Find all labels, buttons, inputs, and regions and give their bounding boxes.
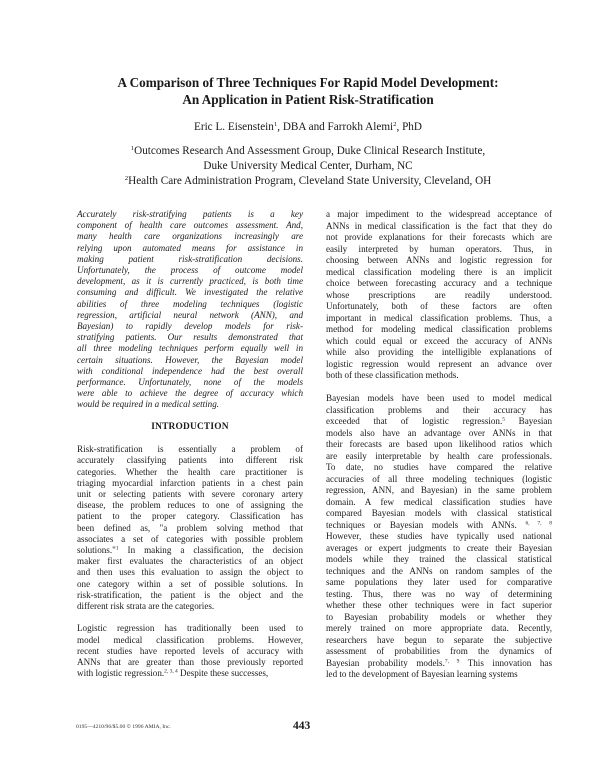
text-line: many health care organizations increasingly are xyxy=(77,231,303,242)
body-paragraph xyxy=(77,623,303,679)
text-line: stratifying patients. Our results demonstrated that xyxy=(77,332,303,343)
text-line: model medical classification problems. However, xyxy=(77,634,303,645)
text-line: associates a set of categories with possible problem xyxy=(77,533,303,544)
affiliation-1-text: Outcomes Research And Assessment Group, Duke Clinical Research Institute, xyxy=(134,145,486,157)
text-segment: with logistic regression. xyxy=(77,668,165,679)
text-line: their forecasts are based upon likelihood ratios which xyxy=(326,439,552,449)
text-line: unit or selecting patients with severe coronary artery xyxy=(77,489,303,500)
author-2-affiliation-mark: 2 xyxy=(393,120,397,128)
text-line: same populations they later used for comparative xyxy=(326,577,552,587)
text-line: relying upon automated means for assistance in xyxy=(77,242,303,253)
text-segment: Bayesian probability models. xyxy=(326,657,445,668)
text-line: medical classification modeling there is an implicit xyxy=(326,266,552,277)
text-line: component of health care outcomes assessment. And, xyxy=(77,220,303,231)
text-line: with conditional independence had the best overall xyxy=(77,365,303,376)
text-line: To date, no studies have compared the relative xyxy=(326,462,552,472)
text-line: compared Bayesian models with classical statistical xyxy=(326,508,552,518)
text-line: and then uses this evaluation to assign the object to xyxy=(77,567,303,578)
body-paragraph xyxy=(77,444,303,612)
text-line: researchers have begun to separate the subjective xyxy=(326,634,552,645)
text-line: abilities of three modeling techniques (logistic xyxy=(77,298,303,309)
text-line: were able to achieve the degree of accuracy which xyxy=(77,388,303,399)
text-segment: This innovation has xyxy=(459,657,552,668)
text-line: Risk-stratification is essentially a problem of xyxy=(77,444,303,455)
body-paragraph xyxy=(326,393,552,681)
text-line: merely trained on more appropriate data. Recently, xyxy=(326,623,552,633)
author-line xyxy=(0,120,600,134)
author-connector: , DBA and Farrokh Alemi xyxy=(277,121,394,133)
text-line: not provide explanations for their forecasts which are xyxy=(326,232,552,242)
text-line: patient to the proper category. Classification has xyxy=(77,511,303,522)
citation-superscript: 2, 3, 4 xyxy=(164,669,178,676)
affiliation-1-mark: 1 xyxy=(130,144,135,152)
paper-title-line-1: A Comparison of Three Techniques For Rapid Model Development: xyxy=(117,75,499,90)
abstract-paragraph xyxy=(77,209,303,411)
text-line: been defined as, "a problem solving method that xyxy=(77,522,303,533)
text-line: different risk strata are the categories. xyxy=(77,601,215,612)
text-line: whether these other techniques were in fact superior xyxy=(326,600,552,610)
text-line: important in medical classification problems. Thus, a xyxy=(326,312,552,323)
text-line: recent studies have reported levels of accuracy with xyxy=(77,645,303,656)
text-segment: Despite these successes, xyxy=(177,668,269,679)
text-line: while also providing the intelligible explanations of xyxy=(326,347,552,357)
text-line: Unfortunately, both of these factors are often xyxy=(326,301,552,311)
body-paragraph xyxy=(326,209,552,382)
citation-superscript: 7, 9 xyxy=(444,658,460,665)
paper-title-line-2: An Application in Patient Risk-Stratification xyxy=(182,92,434,107)
text-line: disease, the problem reduces to one of assigning the xyxy=(77,500,303,511)
text-line: categories. Whether the health care practitioner is xyxy=(77,466,303,477)
text-line: development, as it is currently practiced, is both time xyxy=(77,276,303,287)
text-segment: Bayesian xyxy=(504,416,552,426)
text-line: performance. Unfortunately, none of the models xyxy=(77,377,303,388)
right-column xyxy=(326,209,552,692)
text-line: models also have an advantage over ANNs in that xyxy=(326,427,552,438)
text-line xyxy=(326,520,552,532)
text-line: choosing between ANNs and logistic regression for xyxy=(326,255,552,265)
text-line: accuracies of all three modeling techniques (logistic xyxy=(326,473,552,484)
text-line: to Bayesian probability models or whether they xyxy=(326,611,552,622)
text-line: easily interpreted by human operators. Thus, in xyxy=(326,243,552,254)
text-line: both of these classification methods. xyxy=(326,370,459,380)
text-line: would be required in a medical setting. xyxy=(77,399,220,410)
text-line: method for modeling medical classification problems xyxy=(326,324,552,334)
text-line xyxy=(326,416,552,428)
text-line: However, these studies have typically used national xyxy=(326,531,552,541)
text-line: logistic regression would represent an advance over xyxy=(326,358,552,369)
text-line: Bayesian) to rapidly develop models for risk- xyxy=(77,321,303,332)
footer-identifier: 0195—4210/96/$5.00 © 1996 AMIA, Inc. xyxy=(76,724,171,730)
text-line: techniques and the ANNs on random samples of the xyxy=(326,565,552,576)
text-line: models while they trained the classical statistical xyxy=(326,554,552,564)
affiliation-2-text: Health Care Administration Program, Cleveland State University, Cleveland, OH xyxy=(128,175,492,187)
text-line: a major impediment to the widespread acceptance of xyxy=(326,209,552,219)
text-line: Bayesian models have been used to model medical xyxy=(326,393,552,403)
text-line: one category within a set of possible solutions. In xyxy=(77,578,303,589)
text-line: averages or expert judgments to create their Bayesian xyxy=(326,542,552,553)
text-line: regression, artificial neural network (ANN), and xyxy=(77,309,303,320)
text-line: whose prescriptions are readily understood. xyxy=(326,289,552,300)
text-line: ANNs in medical classification is the fact that they do xyxy=(326,220,552,231)
text-line: which could equal or exceed the accuracy of ANNs xyxy=(326,335,552,346)
affiliation-2 xyxy=(0,174,600,188)
affiliation-2-mark: 2 xyxy=(124,174,129,182)
text-line: testing. Thus, there was no way of determining xyxy=(326,588,552,599)
text-line: all three modeling techniques perform equally well in xyxy=(77,343,303,354)
text-line xyxy=(77,545,303,556)
affiliation-1-line-1 xyxy=(0,144,600,158)
text-line: domain. A few medical classification studies have xyxy=(326,496,552,507)
author-1: Eric L. Eisenstein xyxy=(194,121,274,133)
text-line: maker first evaluates the characteristics of an object xyxy=(77,556,303,567)
text-segment: exceeded that of logistic regression. xyxy=(326,416,503,426)
text-line: are easily interpretable by health care professionals. xyxy=(326,450,552,461)
text-line xyxy=(77,668,303,679)
affiliation-1-line-2: Duke University Medical Center, Durham, NC xyxy=(203,160,413,172)
text-line: consuming and difficult. We investigated the relative xyxy=(77,287,303,298)
citation-superscript: 1 xyxy=(115,545,119,552)
text-line: assessment of probabilities from the dynamics of xyxy=(326,646,552,656)
text-line: regression, ANN, and Bayesian) in the same problem xyxy=(326,485,552,495)
text-line: Accurately risk-stratifying patients is a key xyxy=(77,209,303,219)
text-line: led to the development of Bayesian learning systems xyxy=(326,669,518,679)
page-number: 443 xyxy=(293,720,311,732)
citation-superscript: 6, 7, 8 xyxy=(525,520,552,527)
section-heading: INTRODUCTION xyxy=(151,421,229,432)
author-1-affiliation-mark: 1 xyxy=(273,120,278,128)
left-column xyxy=(77,209,303,691)
text-line: triaging myocardial infarction patients in a chest pain xyxy=(77,477,303,488)
text-line: choice between forecasting accuracy and a technique xyxy=(326,278,552,288)
text-segment: techniques or Bayesian models with ANNs. xyxy=(326,519,526,530)
author-2-degree: , PhD xyxy=(396,121,422,133)
citation-superscript: 5 xyxy=(502,416,505,423)
text-line: classification problems and their accuracy has xyxy=(326,404,552,415)
text-segment: In making a classification, the decision xyxy=(118,545,303,556)
text-line: Logistic regression has traditionally been used to xyxy=(77,623,303,634)
text-line: ANNs that are greater than those previously reported xyxy=(77,657,303,668)
text-line: certain situations. However, the Bayesian model xyxy=(77,354,303,365)
text-line: Unfortunately, the process of outcome model xyxy=(77,265,303,276)
text-segment: solutions." xyxy=(77,545,116,556)
text-line: accurately classifying patients into different risk xyxy=(77,455,303,466)
text-line: making patient risk-stratification decisions. xyxy=(77,253,303,264)
text-line xyxy=(326,658,552,670)
text-line: risk-stratification, the patient is the object and the xyxy=(77,589,303,600)
